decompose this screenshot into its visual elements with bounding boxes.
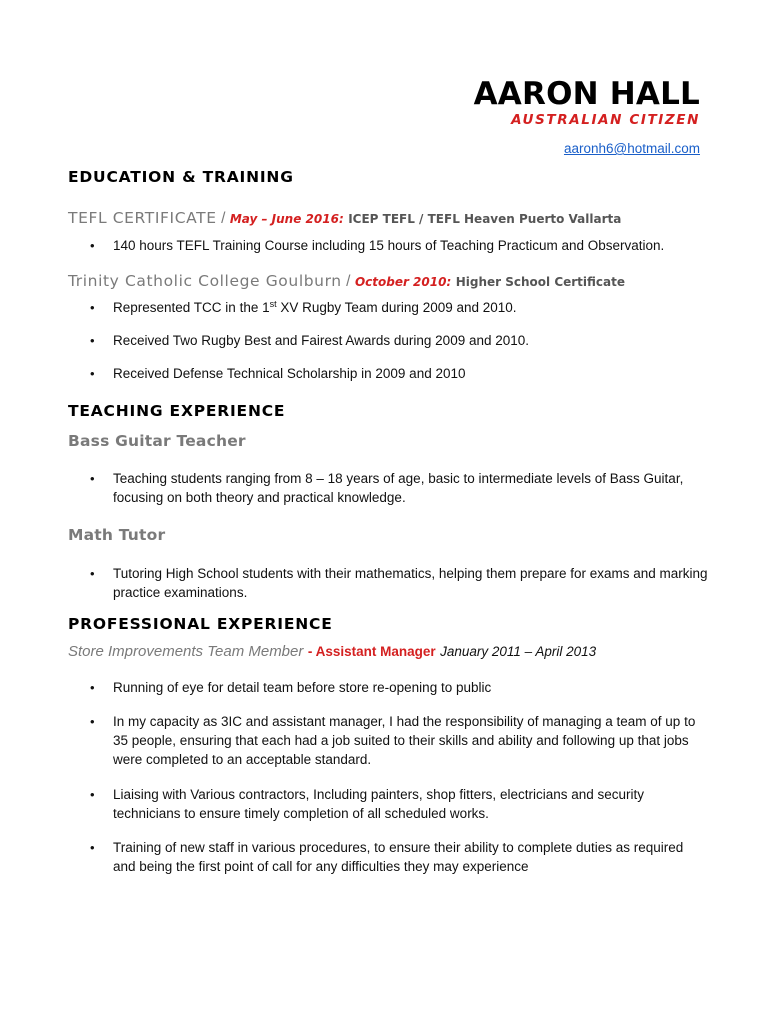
list-item: • Training of new staff in various procedures, to ensure their ability to complete duties as required and being the first point of call for any difficulties they may experience xyxy=(90,840,684,874)
college-heading: Trinity Catholic College Goulburn xyxy=(68,272,342,290)
bass-heading-line xyxy=(68,432,246,451)
college-bullets xyxy=(68,331,708,350)
tefl-heading: TEFL CERTIFICATE xyxy=(68,209,217,227)
resume-header xyxy=(474,76,700,128)
list-item: • Received Defense Technical Scholarship in 2009 and 2010 xyxy=(90,366,466,381)
bullet-icon: • xyxy=(90,471,95,486)
store-bullets xyxy=(68,678,708,697)
list-item: • Running of eye for detail team before store re-opening to public xyxy=(90,680,492,695)
store-dates: January 2011 – April 2013 xyxy=(440,644,597,659)
bullet-icon: • xyxy=(90,787,95,802)
bullet-icon: • xyxy=(90,366,95,381)
separator: / xyxy=(221,210,226,227)
college-heading-line xyxy=(68,272,625,291)
list-item: • Tutoring High School students with their mathematics, helping them prepare for exams and marking practice examinations. xyxy=(90,566,708,600)
tefl-detail: ICEP TEFL / TEFL Heaven Puerto Vallarta xyxy=(348,212,622,226)
store-bullets xyxy=(68,712,708,769)
bullet-icon: • xyxy=(90,840,95,855)
bullet-icon: • xyxy=(90,566,95,581)
store-bullets xyxy=(68,785,708,823)
list-item: • Represented TCC in the 1st XV Rugby Team during 2009 and 2010. xyxy=(90,299,517,315)
tefl-heading-line xyxy=(68,209,621,228)
citizenship: AUSTRALIAN CITIZEN xyxy=(511,112,700,128)
list-item: • Liaising with Various contractors, Including painters, shop fitters, electricians and security technicians to ensure timely completion of all scheduled works. xyxy=(90,787,645,821)
college-date: October 2010: xyxy=(354,275,452,289)
list-item: • Received Two Rugby Best and Fairest Awards during 2009 and 2010. xyxy=(90,333,530,348)
separator: / xyxy=(346,273,351,290)
email-link[interactable]: aaronh6@hotmail.com xyxy=(563,141,700,156)
list-item: • In my capacity as 3IC and assistant manager, I had the responsibility of managing a team of up to 35 people, ensuring that each had a job suited to their skills and ability and following up that jobs were completed to an acceptable standard. xyxy=(90,714,696,767)
college-bullets xyxy=(68,298,708,317)
math-heading-line xyxy=(68,526,165,545)
candidate-name: AARON HALL xyxy=(473,76,700,112)
list-item: • Teaching students ranging from 8 – 18 years of age, basic to intermediate levels of Bass Guitar, focusing on both theory and practical knowledge. xyxy=(90,471,684,505)
tefl-date: May – June 2016: xyxy=(229,212,344,226)
bullet-icon: • xyxy=(90,300,95,315)
section-title-professional: PROFESSIONAL EXPERIENCE xyxy=(68,615,333,633)
bullet-icon: • xyxy=(90,333,95,348)
section-title-education: EDUCATION & TRAINING xyxy=(68,168,294,186)
math-bullets xyxy=(68,564,708,602)
bass-bullets xyxy=(68,469,708,507)
math-heading: Math Tutor xyxy=(68,526,166,544)
store-heading-line xyxy=(68,643,596,661)
store-heading: Store Improvements Team Member xyxy=(68,643,304,660)
section-title-teaching: TEACHING EXPERIENCE xyxy=(68,402,286,420)
bullet-icon: • xyxy=(90,714,95,729)
list-item: • 140 hours TEFL Training Course including 15 hours of Teaching Practicum and Observation. xyxy=(90,238,665,253)
bullet-icon: • xyxy=(90,238,95,253)
college-detail: Higher School Certificate xyxy=(455,275,626,289)
store-role: - Assistant Manager xyxy=(307,644,436,659)
bass-heading: Bass Guitar Teacher xyxy=(68,432,246,450)
college-bullets xyxy=(68,364,708,383)
bullet-icon: • xyxy=(90,680,95,695)
tefl-bullets xyxy=(68,236,708,255)
store-bullets xyxy=(68,838,708,876)
